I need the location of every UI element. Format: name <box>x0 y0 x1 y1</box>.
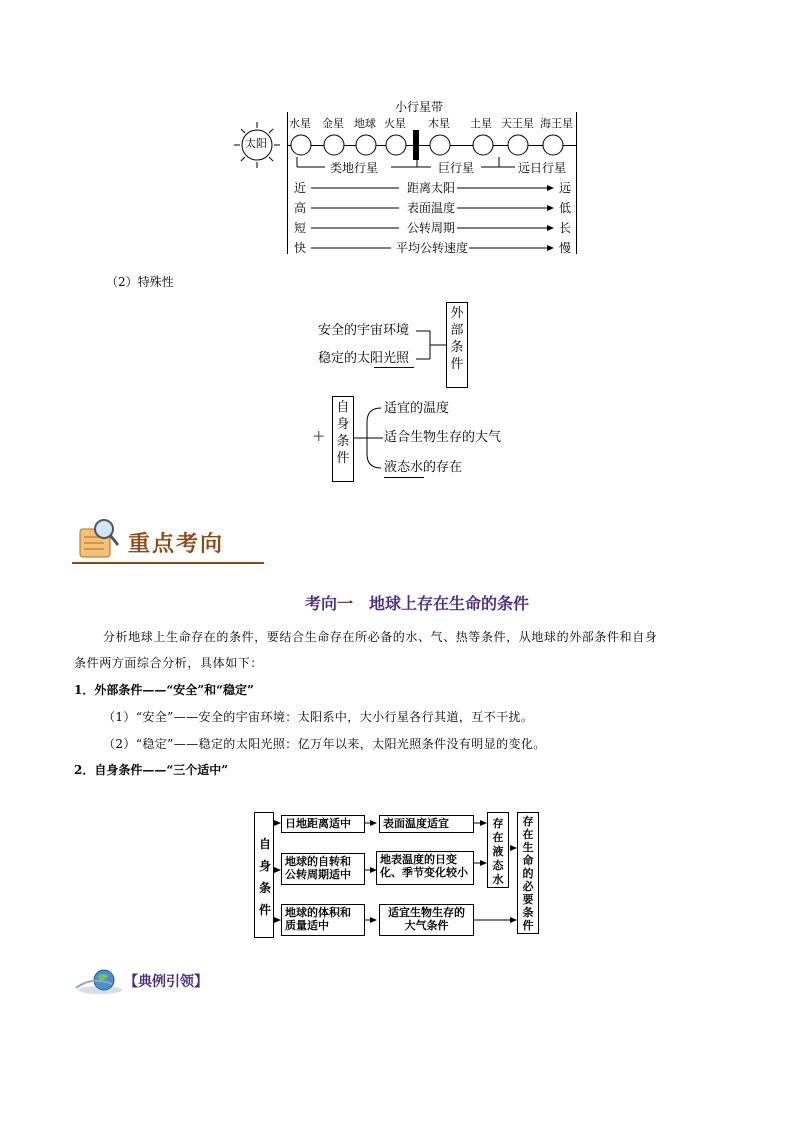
banner-title: 重点考向 <box>128 532 225 557</box>
self-bracket <box>353 400 387 476</box>
external-bracket <box>414 322 448 368</box>
planet-label: 海王星 <box>540 117 573 130</box>
planet-circle <box>473 135 493 155</box>
sun-label: 太阳 <box>245 137 267 150</box>
external-item: 安全的宇宙环境 <box>318 323 410 338</box>
flow-final-box <box>517 812 539 934</box>
flow-self-box <box>254 812 274 938</box>
external-label-box <box>446 302 468 388</box>
planet-circle <box>508 135 528 155</box>
external-item: 稳定的太阳光照 <box>318 351 410 366</box>
row-label: 公转周期 <box>407 221 456 235</box>
flow-self-label: 自身条件 <box>258 837 271 917</box>
row-label: 距离太阳 <box>407 181 456 195</box>
banner-underline <box>72 562 264 564</box>
self-heading: 2．自身条件——“三个适中” <box>74 763 229 777</box>
external-point: （2）“稳定”——稳定的太阳光照：亿万年以来，太阳光照条件没有明显的变化。 <box>103 737 546 751</box>
flow-final-label: 存在生命的必要条件 <box>522 815 534 932</box>
planet-label: 金星 <box>322 117 344 130</box>
row-label: 平均公转速度 <box>396 241 469 255</box>
planet-circle <box>356 135 376 155</box>
globe-icon <box>72 966 128 996</box>
self-label-box <box>332 396 354 482</box>
flow-water-box <box>487 812 509 888</box>
external-point: （1）“安全”——安全的宇宙环境：太阳系中，大小行星各行其道，互不干扰。 <box>103 710 534 724</box>
far-sun-group-label: 远日行星 <box>518 161 567 175</box>
flow-cause-2: 地球的自转和公转周期适中 <box>281 853 365 885</box>
flow-cause-1: 日地距离适中 <box>281 815 365 833</box>
asteroid-belt-label: 小行星带 <box>395 100 444 114</box>
self-item: 适合生物生存的大气 <box>384 430 502 445</box>
flow-result-1: 表面温度适宜 <box>379 815 474 833</box>
example-label: 【典例引领】 <box>124 974 208 990</box>
intro-line: 分析地球上生命存在的条件，要结合生命存在所必备的水、气、热等条件，从地球的外部条件和自身 <box>103 630 658 644</box>
magnifier-notebook-icon <box>74 517 124 563</box>
planet-label: 地球 <box>354 117 376 130</box>
flow-cause-3: 地球的体积和质量适中 <box>281 904 365 936</box>
row-right: 远 <box>559 181 572 195</box>
giant-group-label: 巨行星 <box>438 161 475 175</box>
planet-circle <box>291 135 311 155</box>
external-heading: 1．外部条件——“安全”和“稳定” <box>74 683 254 697</box>
row-left: 高 <box>294 201 307 215</box>
row-right: 长 <box>559 221 572 235</box>
flow-result-2: 地表温度的日变化、季节变化较小 <box>376 851 474 885</box>
planet-circle <box>430 135 450 155</box>
planet-label: 木星 <box>428 117 450 130</box>
row-left: 近 <box>294 181 307 195</box>
row-label: 表面温度 <box>407 201 456 215</box>
self-label: 自身条件 <box>336 400 350 466</box>
planet-circle <box>324 135 344 155</box>
self-item: 液态水的存在 <box>384 460 463 475</box>
special-heading: （2）特殊性 <box>106 275 174 289</box>
planet-label: 土星 <box>470 117 492 130</box>
planet-label: 水星 <box>289 117 311 130</box>
planet-label: 火星 <box>384 117 406 130</box>
row-left: 短 <box>294 221 307 235</box>
row-left: 快 <box>294 241 307 255</box>
planet-circle <box>386 135 406 155</box>
flow-result-3: 适宜生物生存的大气条件 <box>379 904 474 936</box>
section-title: 考向一 地球上存在生命的条件 <box>305 594 530 613</box>
external-label: 外部条件 <box>450 306 464 372</box>
intro-line: 条件两方面综合分析，具体如下： <box>74 656 264 670</box>
planet-circle <box>543 135 563 155</box>
planet-label: 天王星 <box>501 117 534 130</box>
row-right: 低 <box>559 201 572 215</box>
flow-water-label: 存在液态水 <box>492 817 504 886</box>
self-item: 适宜的温度 <box>384 401 450 416</box>
terrestrial-group-label: 类地行星 <box>330 161 379 175</box>
plus-sign: + <box>312 426 326 445</box>
row-right: 慢 <box>559 241 572 255</box>
